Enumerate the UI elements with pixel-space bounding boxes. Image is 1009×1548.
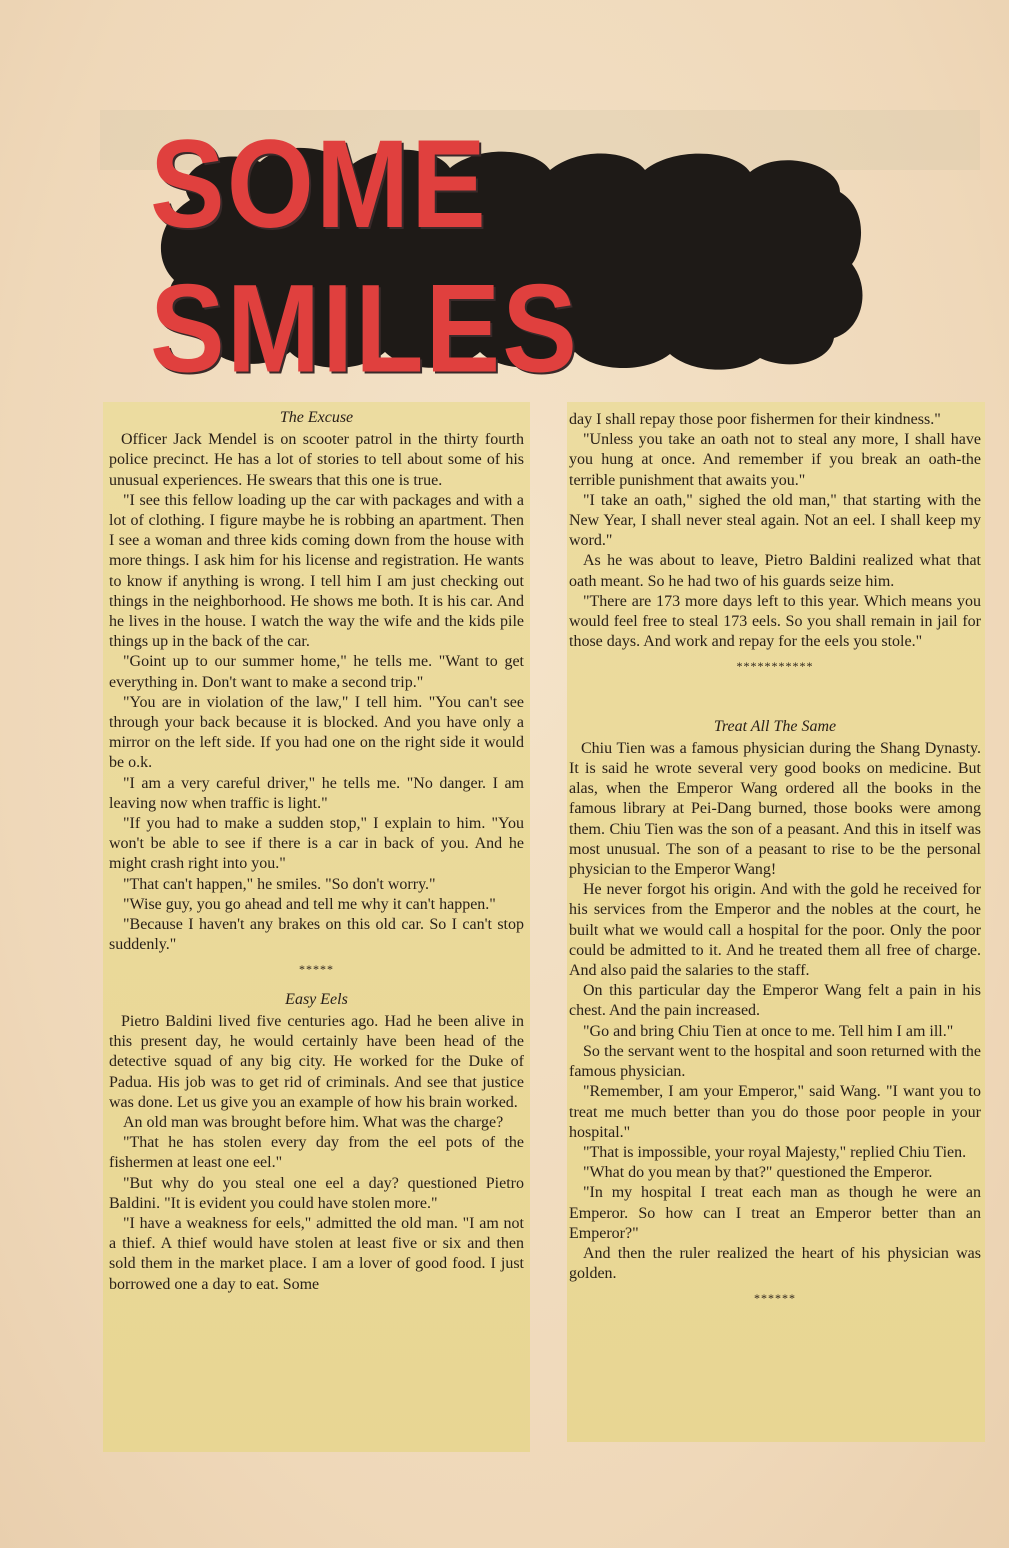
story-paragraph: "Remember, I am your Emperor," said Wang. "I want you to treat me much better than you do those poor people in your hospital." bbox=[569, 1083, 981, 1141]
story-title-treat-all-the-same: Treat All The Same bbox=[713, 717, 837, 735]
story-paragraph: "Wise guy, you go ahead and tell me why it can't happen." bbox=[123, 895, 496, 913]
story-separator: *********** bbox=[736, 659, 814, 674]
story-paragraph: "In my hospital I treat each man as though he were an Emperor. So how can I treat an Emperor better than an Emperor?" bbox=[569, 1184, 981, 1242]
right-column bbox=[567, 402, 985, 1442]
story-paragraph: "That he has stolen every day from the eel pots of the fishermen at least one eel." bbox=[109, 1134, 524, 1172]
page-title: SOME SMILES bbox=[150, 113, 579, 399]
story-paragraph: "I have a weakness for eels," admitted the old man. "I am not a thief. A thief would have stolen at least five or six and then sold them in the market place. I am a lover of good food. I just borrowed one a day to eat. Some bbox=[109, 1214, 524, 1293]
story-paragraph: "That can't happen," he smiles. "So don't worry." bbox=[123, 875, 436, 893]
story-paragraph: Chiu Tien was a famous physician during the Shang Dynasty. It is said he wrote several very good books on medicine. But alas, when the Emperor Wang ordered all the books in the famous library at Pei-Dang burned, those books were among them. Chiu Tien was the son of a peasant. And this in itself was most unusual. The son of a peasant to rise to be the personal physician to the Emperor Wang! bbox=[569, 739, 981, 879]
story-paragraph: "Goint up to our summer home," he tells me. "Want to get everything in. Don't want to make a second trip." bbox=[109, 653, 524, 691]
story-paragraph: "I take an oath," sighed the old man," that starting with the New Year, I shall never steal again. Not an eel. I shall keep my word." bbox=[569, 491, 981, 550]
spacer bbox=[569, 687, 981, 715]
story-paragraph: On this particular day the Emperor Wang felt a pain in his chest. And the pain increased. bbox=[569, 982, 981, 1020]
title-banner bbox=[150, 113, 872, 399]
story-paragraph: "I see this fellow loading up the car with packages and with a lot of clothing. I figure maybe he is robbing an apartment. Then I see a woman and three kids coming down from the house with more things. I ask him for his license and registration. He wants to know if anything is wrong. I tell him I am just checking out things in the neighborhood. He shows me both. It is his car. And he lives in the house. I watch the way the wife and the kids pile things up in the back of the car. bbox=[109, 491, 524, 651]
story-paragraph: "What do you mean by that?" questioned the Emperor. bbox=[583, 1164, 933, 1182]
story-paragraph: "If you had to make a sudden stop," I explain to him. "You won't be able to see if there is a car in back of you. And he might crash right into you." bbox=[109, 815, 524, 873]
story-title-easy-eels: Easy Eels bbox=[285, 990, 348, 1008]
story-paragraph: An old man was brought before him. What was the charge? bbox=[123, 1113, 504, 1131]
story-paragraph: "Unless you take an oath not to steal any more, I shall have you hung at once. And remember if you break an oath-the terrible punishment that awaits you." bbox=[569, 431, 981, 489]
story-paragraph: As he was about to leave, Pietro Baldini realized what that oath meant. So he had two of his guards seize him. bbox=[569, 552, 981, 590]
left-column bbox=[103, 402, 530, 1452]
story-paragraph: "Because I haven't any brakes on this old car. So I can't stop suddenly." bbox=[109, 916, 524, 954]
story-separator: ***** bbox=[299, 962, 334, 977]
story-paragraph: "That is impossible, your royal Majesty," replied Chiu Tien. bbox=[583, 1143, 967, 1161]
story-paragraph: And then the ruler realized the heart of his physician was golden. bbox=[569, 1244, 981, 1283]
story-paragraph: "You are in violation of the law," I tell him. "You can't see through your back because it is blocked. And you have only a mirror on the left side. If you had one on the right side it would be o.k. bbox=[109, 693, 524, 772]
story-paragraph: Officer Jack Mendel is on scooter patrol in the thirty fourth police precinct. He has a lot of stories to tell about some of his unusual experiences. He swears that this one is true. bbox=[109, 431, 524, 489]
story-title-excuse: The Excuse bbox=[279, 409, 354, 426]
story-paragraph: day I shall repay those poor fishermen for their kindness." bbox=[569, 411, 941, 428]
story-paragraph: "Go and bring Chiu Tien at once to me. Tell him I am ill." bbox=[583, 1022, 954, 1040]
story-paragraph: "But why do you steal one eel a day? questioned Pietro Baldini. "It is evident you could have stolen more." bbox=[109, 1174, 524, 1212]
story-paragraph: Pietro Baldini lived five centuries ago. Had he been alive in this present day, he would certainly have been head of the detective squad of any big city. He worked for the Duke of Padua. His job was to get rid of criminals. And see that justice was done. Let us give you an example of how his brain worked. bbox=[109, 1012, 524, 1111]
story-paragraph: "I am a very careful driver," he tells me. "No danger. I am leaving now when traffic is light." bbox=[109, 774, 524, 812]
story-paragraph: So the servant went to the hospital and soon returned with the famous physician. bbox=[569, 1042, 981, 1081]
story-paragraph: "There are 173 more days left to this year. Which means you would feel free to steal 173 eels. So you shall remain in jail for those days. And work and repay for the eels you stole." bbox=[569, 592, 981, 651]
story-paragraph: He never forgot his origin. And with the gold he received for his services from the Emperor and the nobles at the court, he built what we would call a hospital for the poor. Only the poor could be admitted to it. And he treated them all free of charge. And also paid the salaries to the staff. bbox=[569, 881, 981, 980]
story-separator: ****** bbox=[754, 1291, 796, 1306]
